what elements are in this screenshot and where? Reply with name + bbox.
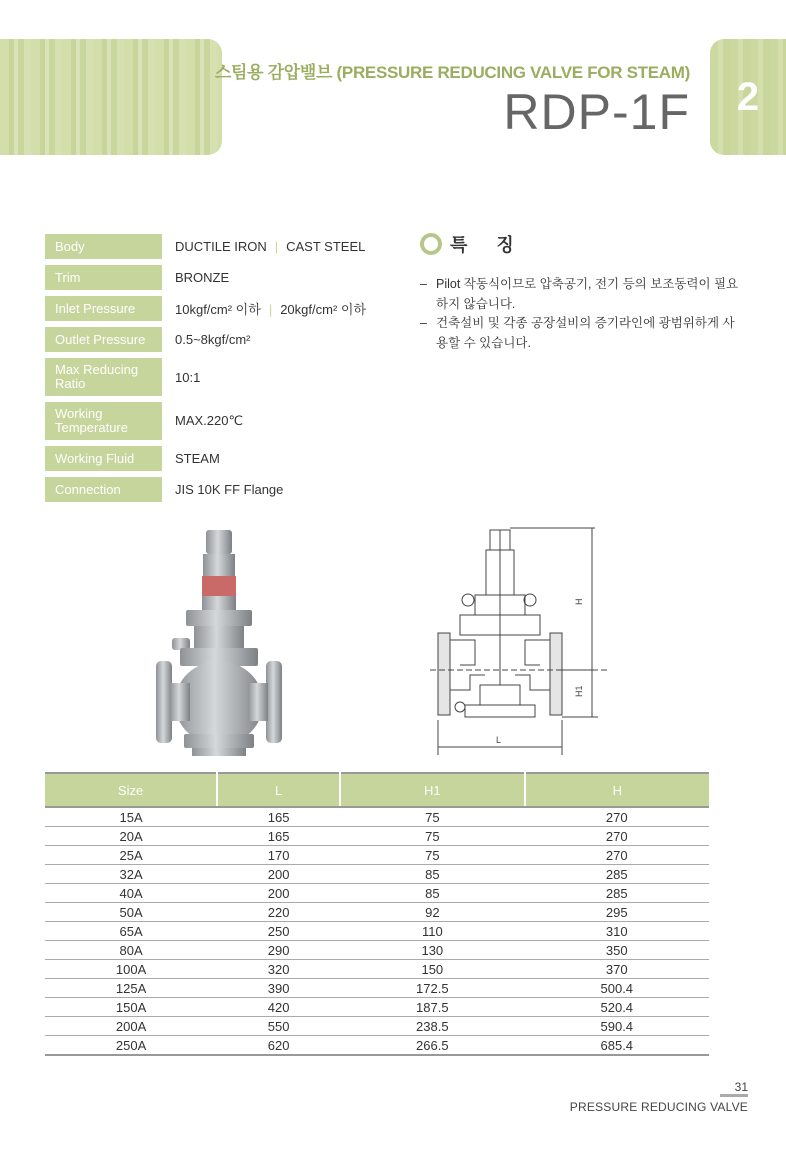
spec-row-connection <box>45 477 385 502</box>
page-number: 31 <box>734 1080 748 1094</box>
spec-row-body <box>45 234 385 259</box>
table-row: 40A 200 85 285 <box>45 884 709 903</box>
features-list <box>420 275 740 353</box>
feature-item: – 건축설비 및 각종 공장설비의 증기라인에 광범위하게 사용할 수 있습니다. <box>420 316 735 350</box>
spec-label: Connection <box>45 477 162 502</box>
spec-value: DUCTILE IRON | CAST STEEL <box>175 239 366 254</box>
spec-row-working-temperature <box>45 402 385 440</box>
table-row: 200A 550 238.5 590.4 <box>45 1017 709 1036</box>
spec-value: 0.5~8kgf/cm² <box>175 332 251 347</box>
circle-bullet-icon <box>420 233 442 255</box>
svg-text:L: L <box>496 735 502 745</box>
svg-text:H: H <box>574 598 584 605</box>
table-row: 15A 165 75 270 <box>45 807 709 827</box>
spec-row-max-reducing-ratio <box>45 358 385 396</box>
features-section <box>420 231 740 353</box>
spec-row-trim <box>45 265 385 290</box>
spec-value: 10:1 <box>175 369 201 385</box>
header-decor-band <box>0 39 222 155</box>
model-title: RDP-1F <box>503 84 690 140</box>
product-subtitle: 스팀용 감압밸브 (PRESSURE REDUCING VALVE FOR STEAM) <box>214 63 690 82</box>
col-header-h: H <box>525 773 709 807</box>
page-number-underline <box>720 1094 748 1097</box>
chapter-tab <box>710 39 786 155</box>
spec-value: BRONZE <box>175 270 230 285</box>
table-row: 125A 390 172.5 500.4 <box>45 979 709 998</box>
spec-label: Max Reducing Ratio <box>45 358 162 396</box>
spec-label: Inlet Pressure <box>45 296 162 321</box>
table-row: 25A 170 75 270 <box>45 846 709 865</box>
col-header-size: Size <box>45 773 217 807</box>
spec-label: Body <box>45 234 162 259</box>
table-row: 50A 220 92 295 <box>45 903 709 922</box>
spec-value: JIS 10K FF Flange <box>175 482 284 497</box>
spec-label: Trim <box>45 265 162 290</box>
table-header-row <box>45 773 709 807</box>
col-header-l: L <box>217 773 340 807</box>
spec-row-outlet-pressure <box>45 327 385 352</box>
svg-text:H1: H1 <box>574 685 584 697</box>
spec-list <box>45 234 385 508</box>
table-row: 150A 420 187.5 520.4 <box>45 998 709 1017</box>
dimension-table <box>45 772 709 1056</box>
spec-value: MAX.220℃ <box>175 413 244 428</box>
table-row: 250A 620 266.5 685.4 <box>45 1036 709 1056</box>
spec-label: Working Fluid <box>45 446 162 471</box>
spec-value: 10kgf/cm² 이하 | 20kgf/cm² 이하 <box>175 302 367 317</box>
spec-label: Working Temperature <box>45 402 162 440</box>
spec-row-working-fluid <box>45 446 385 471</box>
table-row: 80A 290 130 350 <box>45 941 709 960</box>
feature-item: – Pilot 작동식이므로 압축공기, 전기 등의 보조동력이 필요하지 않습니다. <box>420 277 739 311</box>
chapter-number: 2 <box>736 75 760 119</box>
table-row: 32A 200 85 285 <box>45 865 709 884</box>
valve-photo <box>150 528 300 758</box>
table-row: 100A 320 150 370 <box>45 960 709 979</box>
spec-label: Outlet Pressure <box>45 327 162 352</box>
spec-value: STEAM <box>175 451 220 466</box>
spec-row-inlet-pressure <box>45 296 385 321</box>
valve-dimension-drawing <box>430 525 610 757</box>
table-row: 20A 165 75 270 <box>45 827 709 846</box>
features-heading <box>420 231 740 257</box>
features-title: 특 징 <box>450 235 526 255</box>
footer-title: PRESSURE REDUCING VALVE <box>569 1100 748 1114</box>
col-header-h1: H1 <box>340 773 524 807</box>
table-row: 65A 250 110 310 <box>45 922 709 941</box>
